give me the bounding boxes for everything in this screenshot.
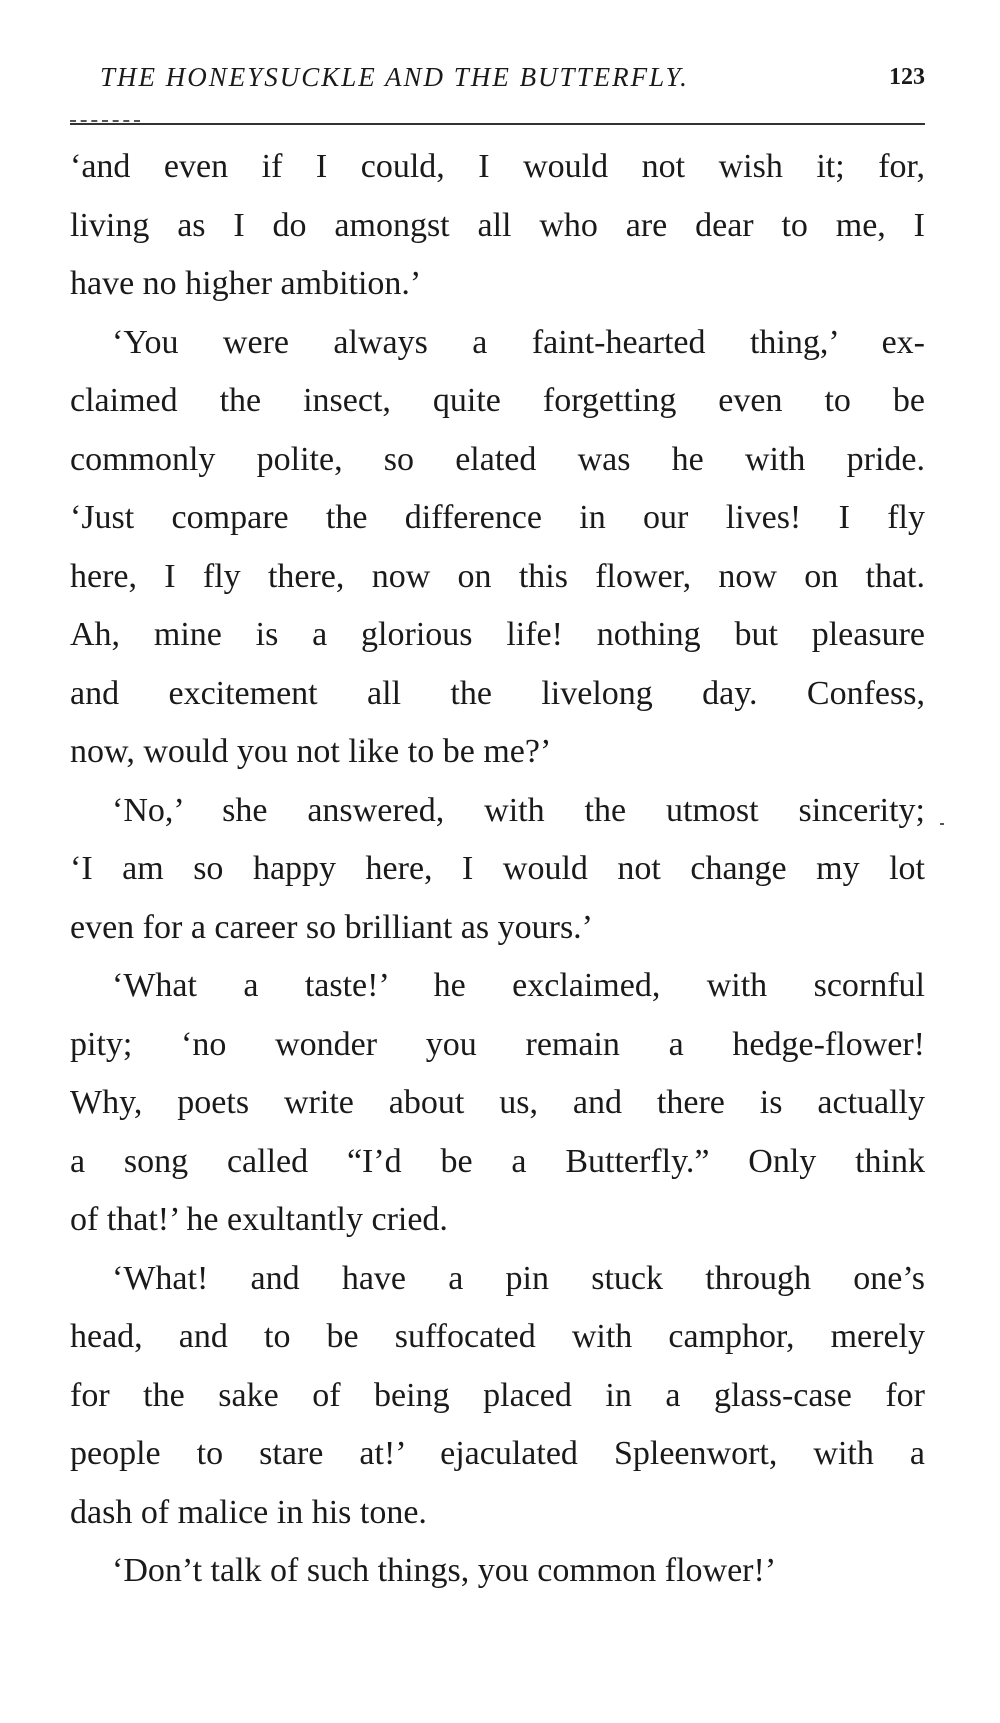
header-rule [70,123,925,125]
running-title: THE HONEYSUCKLE AND THE BUTTERFLY. [100,62,689,92]
text-line: Ah, mine is a glorious life! nothing but pleasure [70,616,925,653]
text-line: ‘Don’t talk of such things, you common flower!’ [112,1552,777,1589]
print-speck [940,823,944,825]
text-line: ‘What! and have a pin stuck through one’s [112,1259,925,1297]
text-line: of that!’ he exultantly cried. [70,1201,448,1238]
text-line: ‘and even if I could, I would not wish it; for, [70,148,925,185]
text-line: ‘Just compare the difference in our lives! I fly [70,499,925,536]
text-line: people to stare at!’ ejaculated Spleenwort, with a [70,1435,925,1472]
text-line: even for a career so brilliant as yours.’ [70,908,593,946]
text-line: ‘No,’ she answered, with the utmost sincerity; [112,791,925,829]
text-line: and excitement all the livelong day. Confess, [70,674,925,712]
text-line: ‘What a taste!’ he exclaimed, with scornful [112,967,925,1004]
text-line: living as I do amongst all who are dear to me, I [70,206,925,244]
text-line: pity; ‘no wonder you remain a hedge-flower! [70,1025,925,1063]
text-line: dash of malice in his tone. [70,1493,427,1531]
page-number: 123 [889,64,925,90]
text-line: Why, poets write about us, and there is actually [70,1084,925,1121]
text-line: claimed the insect, quite forgetting even to be [70,382,925,419]
text-line: a song called “I’d be a Butterfly.” Only think [70,1142,925,1180]
text-line: have no higher ambition.’ [70,265,422,302]
text-line: commonly polite, so elated was he with pride. [70,440,925,478]
body-text [70,138,925,1601]
header-rule-dash [70,120,140,122]
text-line: for the sake of being placed in a glass-case for [70,1376,925,1414]
text-line: ‘I am so happy here, I would not change my lot [70,850,925,887]
text-line: now, would you not like to be me?’ [70,733,552,770]
running-head [70,62,925,102]
text-line: ‘You were always a faint-hearted thing,’ ex- [112,323,925,361]
text-line: here, I fly there, now on this flower, now on that. [70,557,925,595]
text-line: head, and to be suffocated with camphor, merely [70,1318,925,1355]
